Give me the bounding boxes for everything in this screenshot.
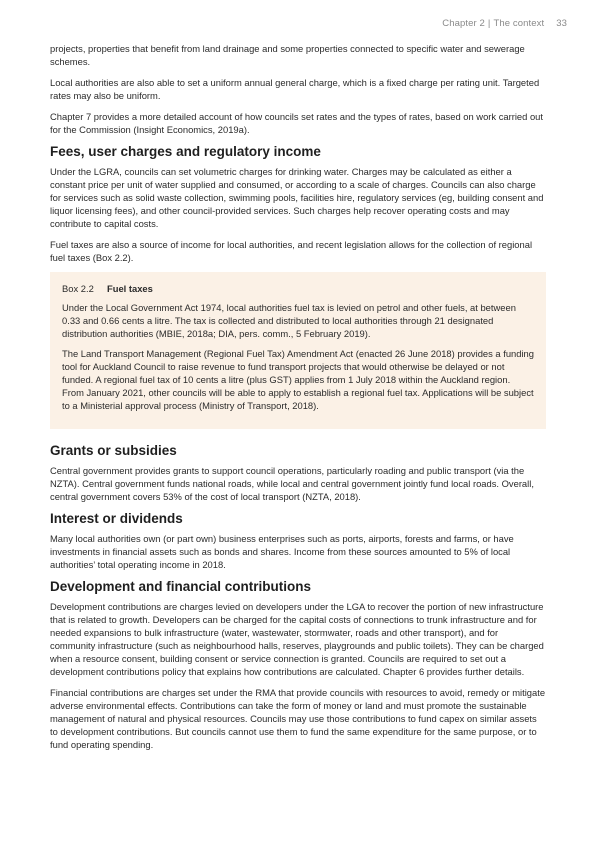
box-number: Box 2.2 [62, 283, 94, 294]
section-heading-interest: Interest or dividends [50, 511, 183, 526]
box-title: Fuel taxes [107, 283, 153, 294]
paragraph: Development contributions are charges levied on developers under the LGA to recover the portion of new infrastructure that is related to growth. Developers can be charged for the capital costs of connections to trunk infrastructure and for needed expansions to bulk infrastructure (water, wastewater, stormwater, roads and other transport), and for community infrastructure (such as neighbourhood halls, reserves, playgrounds and public toilets). They can be charged when a resource consent, building consent or service connection is granted. Councils are required to set out a development contributions policy that explains how contributions are calculated. Chapter 6 provides further details. [50, 601, 544, 677]
paragraph: Central government provides grants to support council operations, particularly roading and public transport (via the NZTA). Central government funds national roads, while local and central government jointly fund local roads. Overall, central government covers 53% of the cost of local transport (NZTA, 2018). [50, 465, 534, 502]
paragraph: Fuel taxes are also a source of income for local authorities, and recent legislation allows for the collection of regional fuel taxes (Box 2.2). [50, 239, 533, 263]
page-number: 33 [556, 18, 567, 29]
paragraph: Local authorities are also able to set a uniform annual general charge, which is a fixed charge per rating unit. Targeted rates may also be uniform. [50, 77, 540, 101]
box-paragraph: The Land Transport Management (Regional Fuel Tax) Amendment Act (enacted 26 June 2018) provides a funding tool for Auckland Council to raise revenue to fund transport projects that would otherwise be delayed or not funded. A regional fuel tax of 10 cents a litre (plus GST) applies from 1 July 2018 within the Auckland region. From January 2021, other councils will be able to apply to establish a regional fuel tax. Applications will be subject to a Ministerial approval process (Ministry of Transport, 2018). [62, 348, 534, 411]
box-fuel-taxes [50, 272, 546, 429]
section-heading-grants: Grants or subsidies [50, 443, 177, 458]
header-section: The context [493, 18, 545, 29]
running-header [442, 18, 567, 29]
paragraph: projects, properties that benefit from land drainage and some properties connected to specific water and sewerage schemes. [50, 43, 525, 67]
paragraph: Financial contributions are charges set under the RMA that provide councils with resources to avoid, remedy or mitigate adverse environmental effects. Contributions can take the form of money or land and must promote the sustainable management of natural and physical resources. Councils may use those contributions to fund capex on similar assets to development contributions. But councils cannot use them to fund the same expenditure for the same purpose, or to fund operating spending. [50, 687, 546, 750]
section-heading-fees: Fees, user charges and regulatory income [50, 144, 321, 159]
paragraph: Under the LGRA, councils can set volumetric charges for drinking water. Charges may be calculated as either a constant price per unit of water supplied and consumed, or according to a scale of charges. Councils can also charge for services such as solid waste collection, swimming pools, facilities hire, regulatory services (eg, building consent and liquor licensing fees), and other council-provided services. Such charges help recover operating costs and may contribute to capital costs. [50, 166, 544, 229]
paragraph: Many local authorities own (or part own) business enterprises such as ports, airports, forests and farms, or have investments in financial assets such as bonds and shares. Income from these sources amounted to 5% of local authorities’ total operating income in 2018. [50, 533, 514, 570]
header-chapter: Chapter 2 [442, 18, 485, 29]
box-header [62, 282, 534, 295]
paragraph: Chapter 7 provides a more detailed account of how councils set rates and the types of rates, based on work carried out for the Commission (Insight Economics, 2019a). [50, 111, 543, 135]
page-content [50, 42, 546, 759]
section-heading-development: Development and financial contributions [50, 579, 312, 594]
header-separator: | [487, 18, 491, 29]
box-paragraph: Under the Local Government Act 1974, local authorities fuel tax is levied on petrol and other fuels, at between 0.33 and 0.66 cents a litre. The tax is collected and distributed to local authorities through 21 designated distribution authorities (MBIE, 2018a; DIA, pers. comm., 5 February 2019). [62, 302, 516, 339]
